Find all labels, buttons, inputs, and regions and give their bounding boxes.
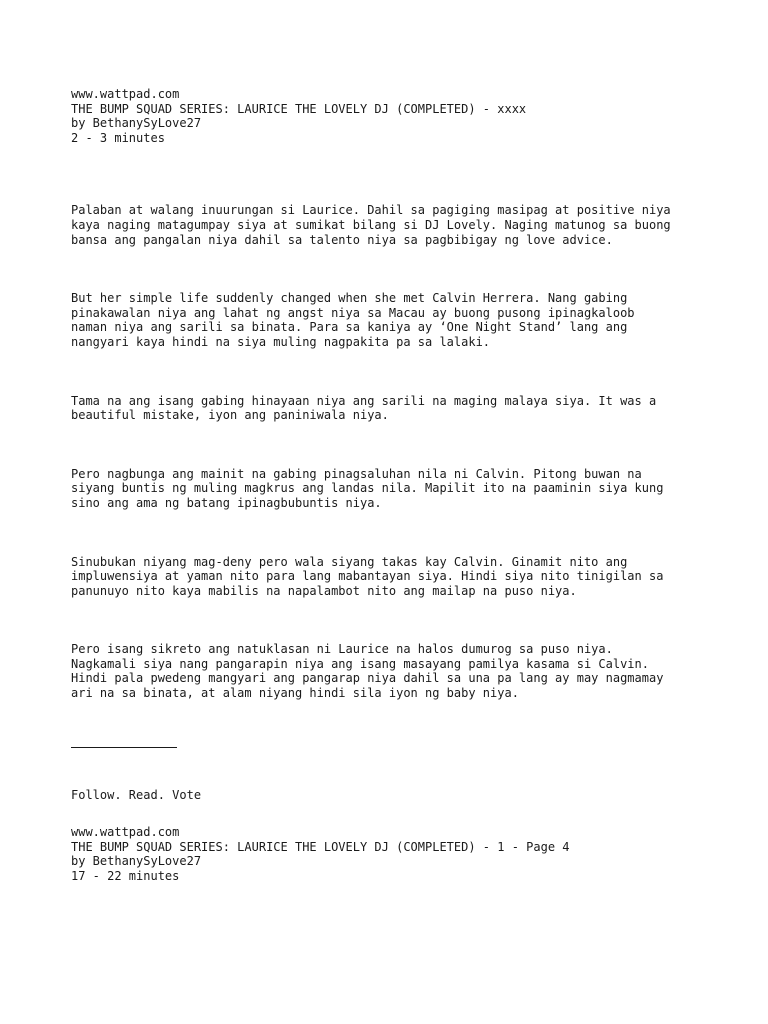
footer-story-title: THE BUMP SQUAD SERIES: LAURICE THE LOVELY DJ (COMPLETED) - 1 - Page 4 <box>71 839 570 854</box>
paragraph-5: Sinubukan niyang mag-deny pero wala siyang takas kay Calvin. Ginamit nito ang impluwensiya at yaman nito para lang mabantayan siya. Hindi siya nito tinigilan sa panunuyo nito kaya mabilis na napalambot nito ang mailap na puso niya. <box>71 554 664 598</box>
paragraph-2: But her simple life suddenly changed when she met Calvin Herrera. Nang gabing pinakawalan niya ang lahat ng angst niya sa Macau ay buong pusong ipinagkaloob naman niya ang sarili sa binata. Para sa kaniya ay ‘One Night Stand’ lang ang nangyari kaya hindi na siya muling nagpakita pa sa lalaki. <box>71 291 635 349</box>
site-url[interactable]: www.wattpad.com <box>71 87 180 101</box>
read-time: 2 - 3 minutes <box>71 130 165 145</box>
spacer <box>71 701 721 741</box>
spacer <box>71 247 721 291</box>
spacer <box>71 748 721 788</box>
footer-read-time: 17 - 22 minutes <box>71 869 180 884</box>
story-title: THE BUMP SQUAD SERIES: LAURICE THE LOVELY DJ (COMPLETED) - xxxx <box>71 101 527 116</box>
footer-author-line: by BethanySyLove27 <box>71 854 202 869</box>
spacer <box>71 423 721 467</box>
follow-read-vote: Follow. Read. Vote <box>71 787 202 802</box>
spacer <box>71 598 721 642</box>
spacer <box>71 350 721 394</box>
author-line: by BethanySyLove27 <box>71 116 202 131</box>
paragraph-3: Tama na ang isang gabing hinayaan niya ang sarili na maging malaya siya. It was a beautiful mistake, iyon ang paniniwala niya. <box>71 393 657 423</box>
paragraph-1: Palaban at walang inuurungan si Laurice. Dahil sa pagiging masipag at positive niya kaya naging matagumpay siya at sumikat bilang si DJ Lovely. Naging matunog sa buong bansa ang pangalan niya dahil sa talento niya sa pagbibigay ng love advice. <box>71 203 671 247</box>
document-page <box>71 87 721 884</box>
spacer <box>71 511 721 555</box>
separator-rule <box>71 741 177 748</box>
footer-block <box>71 825 721 883</box>
paragraph-6: Pero isang sikreto ang natuklasan ni Laurice na halos dumurog sa puso niya. Nagkamali siya nang pangarapin niya ang isang masayang pamilya kasama si Calvin. Hindi pala pwedeng mangyari ang pangarap niya dahil sa una pa lang ay may nagmamay ari na sa binata, at alam niyang hindi sila iyon ng baby niya. <box>71 642 664 701</box>
spacer <box>71 802 721 825</box>
footer-site-url[interactable]: www.wattpad.com <box>71 825 180 840</box>
header-block <box>71 87 721 145</box>
paragraph-4: Pero nagbunga ang mainit na gabing pinagsaluhan nila ni Calvin. Pitong buwan na siyang buntis ng muling magkrus ang landas nila. Mapilit ito na paaminin siya kung sino ang ama ng batang ipinagbubuntis niya. <box>71 466 664 510</box>
spacer <box>71 145 721 203</box>
